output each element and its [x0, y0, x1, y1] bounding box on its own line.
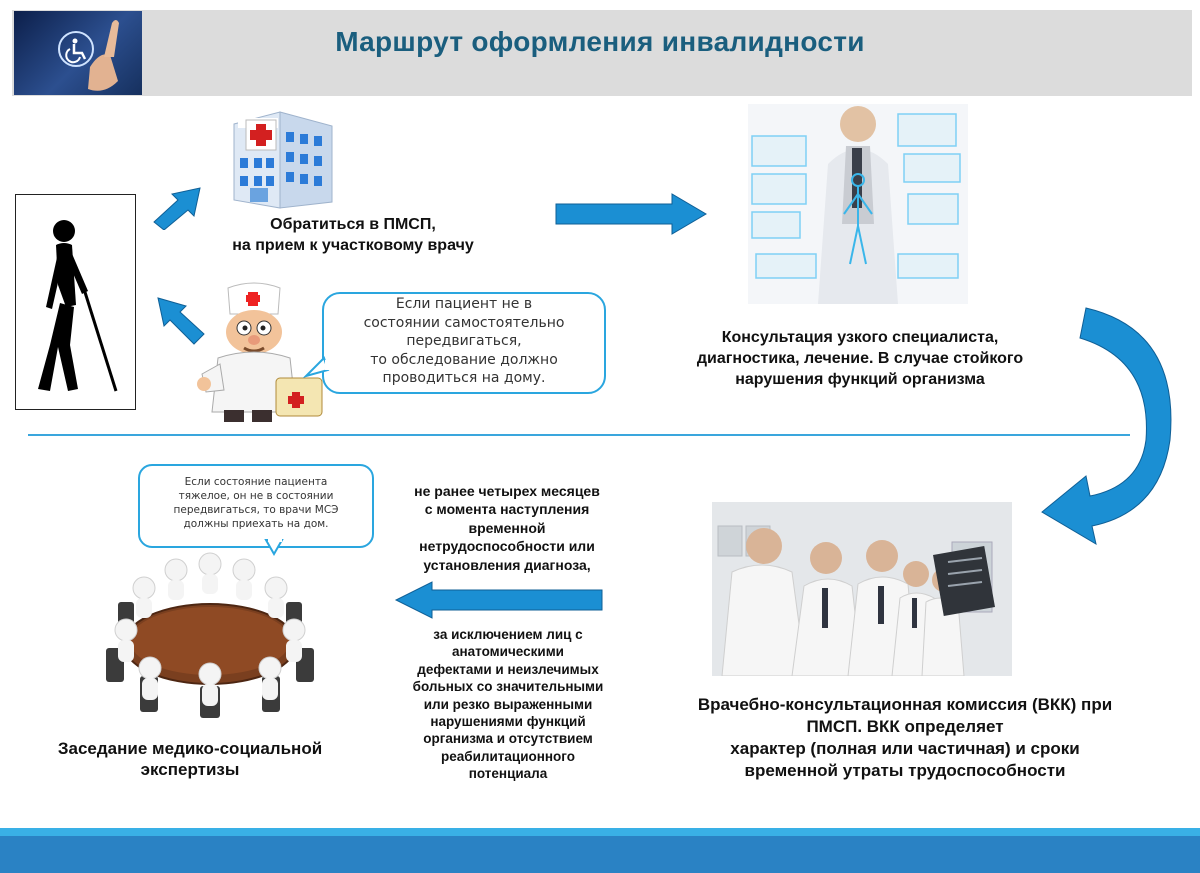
exception-line7: организма и отсутствием	[423, 731, 593, 747]
mse-bubble-line3: передвигаться, то врачи МСЭ	[173, 504, 339, 516]
exception-condition-text	[388, 626, 628, 783]
mse-bubble-line2: тяжелое, он не в состоянии	[178, 490, 334, 502]
home-visit-line4: то обследование должно	[370, 351, 558, 368]
blind-person-icon	[16, 195, 135, 409]
mse-bubble-line1: Если состояние пациента	[184, 476, 328, 488]
home-visit-bubble	[322, 292, 606, 394]
hospital-building-icon	[216, 108, 336, 216]
timing-line4: нетрудоспособности или	[419, 538, 595, 555]
meeting-table-image	[100, 548, 320, 720]
step-pmsp-text	[188, 214, 518, 256]
specialist-photo	[748, 104, 968, 304]
page-title: Маршрут оформления инвалидности	[335, 26, 865, 57]
footer-bar	[0, 836, 1200, 873]
timing-line1: не ранее четырех месяцев	[414, 483, 600, 499]
exception-line4: больных со значительными	[412, 679, 604, 695]
blind-person-card	[15, 194, 136, 410]
step-mse-text	[20, 738, 360, 780]
timing-condition-text	[392, 482, 622, 574]
bubble-tail	[302, 356, 332, 380]
step-mse-line1: Заседание медико-социальной	[57, 739, 323, 758]
step-vkk-text	[640, 694, 1170, 782]
curved-arrow-icon	[1030, 290, 1190, 560]
step-specialist-text	[650, 327, 1070, 390]
exception-line5: или резко выраженными	[423, 696, 593, 712]
wheelchair-icon	[14, 11, 142, 95]
arrow-right-icon	[554, 192, 710, 236]
mse-home-bubble	[138, 464, 374, 548]
timing-line2: с момента наступления	[424, 501, 590, 518]
step-specialist-line2: диагностика, лечение. В случае стойкого	[696, 350, 1024, 367]
exception-line8: реабилитационного	[441, 748, 575, 764]
home-visit-line5: проводиться на дому.	[382, 370, 546, 387]
home-visit-line2: состоянии самостоятельно	[363, 314, 565, 331]
doctor-with-case-icon	[188, 280, 328, 428]
step-specialist-line1: Консультация узкого специалиста,	[721, 329, 999, 346]
step-specialist-line3: нарушения функций организма	[735, 371, 985, 388]
step-vkk-line2: ПМСП. ВКК определяет	[806, 717, 1004, 736]
exception-line9: потенциала	[468, 766, 548, 782]
exception-line1: за исключением лиц с	[433, 627, 583, 642]
mse-bubble-line4: должны приехать на дом.	[183, 518, 329, 530]
exception-line3: дефектами и неизлечимых	[417, 661, 599, 677]
exception-line2: анатомическими	[452, 644, 564, 660]
footer-accent-line	[0, 828, 1200, 836]
arrow-left-icon	[392, 580, 606, 620]
home-visit-line1: Если пациент не в	[395, 296, 533, 312]
timing-line3: временной	[468, 519, 546, 536]
doctors-commission-photo	[712, 502, 1012, 676]
section-divider	[28, 434, 1130, 436]
step-mse-line2: экспертизы	[140, 760, 240, 779]
step-vkk-line4: временной утраты трудоспособности	[744, 761, 1066, 780]
header-logo	[14, 11, 142, 95]
step-pmsp-line1: Обратиться в ПМСП,	[270, 216, 436, 233]
timing-line5: установления диагноза,	[423, 556, 591, 573]
step-vkk-line3: характер (полная или частичная) и сроки	[730, 739, 1080, 758]
step-pmsp-line2: на прием к участковому врачу	[232, 237, 474, 254]
step-vkk-line1: Врачебно-консультационная комиссия (ВКК) при	[697, 695, 1113, 714]
exception-line6: нарушениями функций	[430, 714, 586, 730]
home-visit-line3: передвигаться,	[406, 333, 522, 350]
